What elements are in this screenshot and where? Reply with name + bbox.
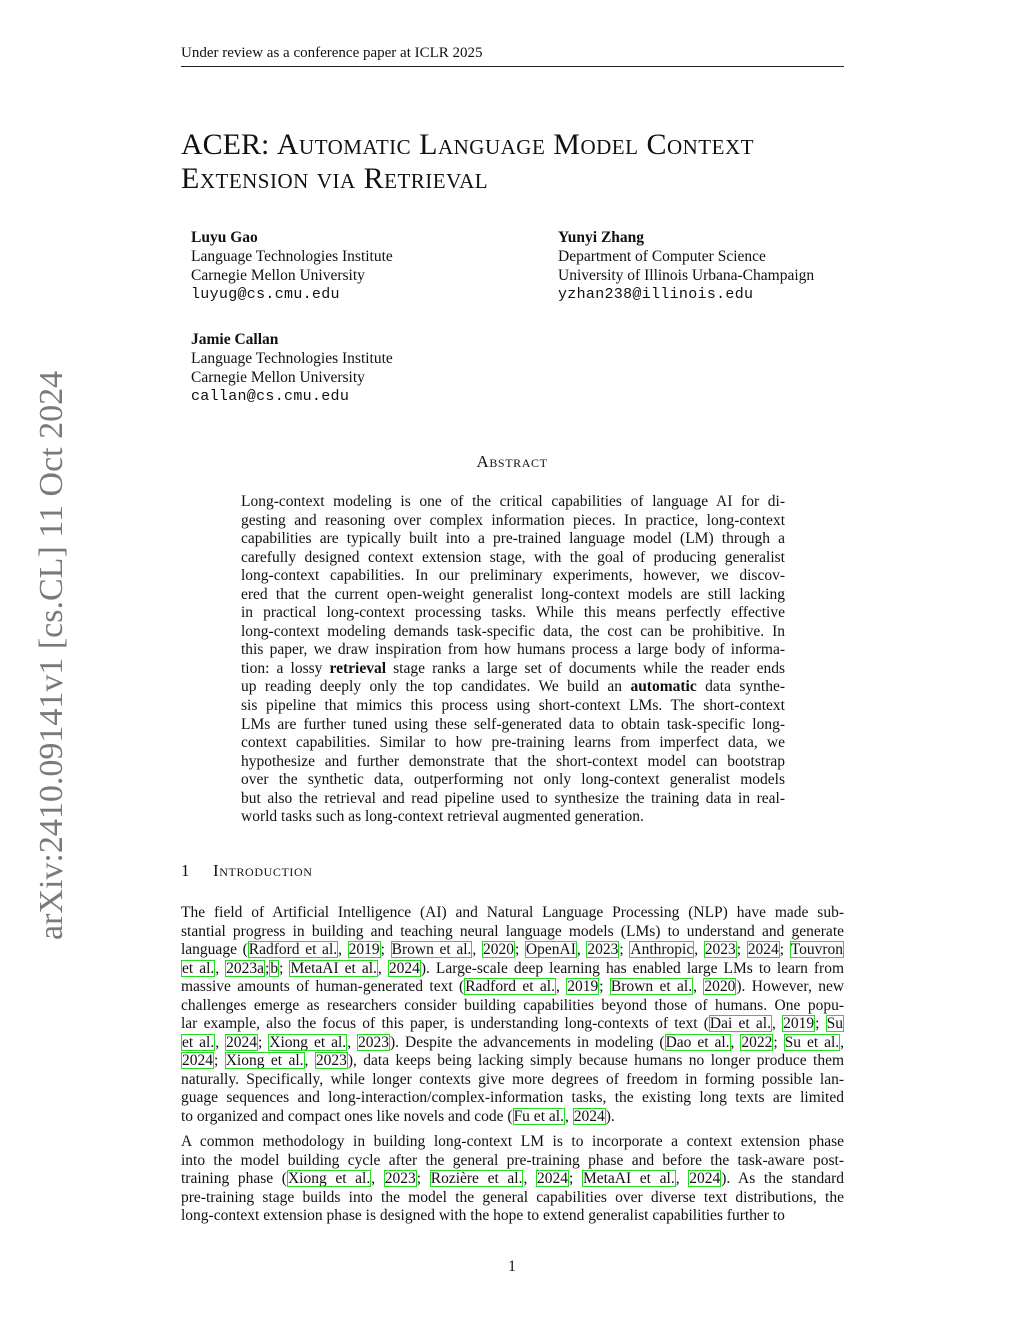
- text-line: [241, 660, 785, 679]
- text-run: ;: [569, 1170, 582, 1187]
- text-line: [181, 941, 844, 960]
- text-run: The field of Artificial Intelligence (AI) and Natural Language Processing (NLP) have made sub-: [181, 904, 844, 921]
- text-line: [181, 978, 844, 997]
- text-run: data synthe-: [696, 678, 785, 696]
- author-affiliation: Language Technologies Institute: [191, 350, 393, 367]
- text-run: world tasks such as long-context retrieval augmented generation.: [241, 808, 644, 826]
- title-segment: ACER:: [181, 128, 277, 161]
- text-run: language (: [181, 941, 248, 958]
- text-run: in practical long-context processing tasks. While this means perfectly effective: [241, 604, 785, 622]
- text-run: ). As the standard: [721, 1170, 845, 1187]
- citation-link[interactable]: 2024: [747, 941, 779, 958]
- author-institution: Carnegie Mellon University: [191, 369, 365, 386]
- text-run: ;: [265, 959, 270, 977]
- text-run: ;: [380, 941, 391, 958]
- citation-link[interactable]: 2024: [689, 1170, 721, 1187]
- author-affiliation: Department of Computer Science: [558, 248, 766, 265]
- text-run: but also the retrieval and read pipeline used to synthesize the training data in real-: [241, 789, 785, 807]
- author-block: [191, 228, 393, 304]
- text-line: [241, 604, 785, 623]
- author-affiliation: Language Technologies Institute: [191, 248, 393, 265]
- text-run: ;: [599, 978, 610, 995]
- citation-link[interactable]: Rozière et al.: [430, 1170, 523, 1187]
- author-name: Luyu Gao: [191, 229, 258, 246]
- text-line: [241, 512, 785, 531]
- text-run: A common methodology in building long-context LM is to incorporate a context extension phase: [181, 1133, 844, 1150]
- citation-link[interactable]: Dao et al.: [665, 1033, 730, 1051]
- text-run: tion: a lossy: [241, 659, 330, 677]
- text-run: ;: [619, 941, 630, 958]
- text-run: ,: [347, 1033, 358, 1051]
- text-run: ,: [304, 1052, 315, 1069]
- intro-paragraph: [181, 1133, 844, 1226]
- author-email[interactable]: callan@cs.cmu.edu: [191, 388, 350, 405]
- text-run: ), data keeps being lacking simply because humans no longer produce them: [347, 1052, 845, 1069]
- citation-link[interactable]: 2024: [388, 959, 420, 977]
- text-run: challenges emerge as researchers consider building capabilities beyond those of humans. One popu-: [181, 996, 844, 1014]
- citation-link[interactable]: Brown et al.: [610, 978, 693, 995]
- text-line: [241, 549, 785, 568]
- text-run: ;: [514, 941, 525, 958]
- author-institution: Carnegie Mellon University: [191, 267, 365, 284]
- citation-link[interactable]: 2024: [226, 1033, 258, 1051]
- text-run: stantial progress in building and teaching neural language models (LMs) to understand and generate: [181, 922, 844, 940]
- citation-link[interactable]: Fu et al.: [513, 1107, 564, 1125]
- text-run: ,: [523, 1170, 536, 1187]
- citation-link[interactable]: 2023: [358, 1033, 390, 1051]
- text-run: ;: [416, 1170, 430, 1187]
- text-run: ;: [214, 1052, 225, 1069]
- citation-link[interactable]: 2023: [384, 1170, 416, 1187]
- page-number: 1: [508, 1258, 516, 1275]
- text-line: [241, 641, 785, 660]
- text-run: lar example, also the focus of this paper, is understanding long-contexts of text (: [181, 1015, 709, 1032]
- text-run: ,: [215, 1033, 226, 1051]
- text-run: ,: [840, 1033, 845, 1051]
- text-run: context capabilities. Similar to how pre-training learns from imperfect data, we: [241, 734, 785, 752]
- citation-link[interactable]: 2024: [537, 1170, 568, 1187]
- abstract-heading: Abstract: [476, 452, 548, 471]
- text-run: sis pipeline that mimics this process using short-context LMs. The short-context: [241, 697, 785, 715]
- section-number: 1: [181, 861, 191, 880]
- citation-link[interactable]: Radford et al.: [465, 978, 555, 995]
- text-run: ,: [730, 1033, 741, 1051]
- text-run: ,: [771, 1015, 783, 1032]
- text-line: [241, 771, 785, 790]
- text-run: long-context extension phase is designed with the hope to extend generalist capabilities further to: [181, 1207, 785, 1224]
- author-block: [191, 330, 393, 406]
- citation-link[interactable]: 2020: [704, 978, 736, 995]
- text-run: pre-training stage builds into the model the general capabilities over diverse text distributions, the: [181, 1188, 844, 1206]
- text-run: ;: [815, 1015, 826, 1032]
- author-email[interactable]: luyug@cs.cmu.edu: [191, 286, 340, 303]
- text-run: ,: [377, 959, 388, 977]
- citation-link[interactable]: 2023: [704, 941, 736, 958]
- text-run: hypothesize and further demonstrate that the short-context model can bootstrap: [241, 752, 785, 770]
- citation-link[interactable]: MetaAI et al.: [582, 1170, 675, 1187]
- paper-title: [181, 128, 851, 196]
- text-line: [241, 716, 785, 735]
- text-run: ,: [555, 978, 567, 995]
- citation-link[interactable]: Dai et al.: [709, 1015, 771, 1032]
- citation-link[interactable]: 2023a: [226, 959, 265, 977]
- text-run: long-context modeling demands task-specific data, the cost can be prohibitive. In: [241, 622, 785, 640]
- text-run: ;: [736, 941, 747, 958]
- text-line: [241, 530, 785, 549]
- citation-link[interactable]: 2024: [182, 1052, 213, 1069]
- text-line: [241, 790, 785, 809]
- text-line: [181, 1133, 844, 1152]
- text-line: [241, 753, 785, 772]
- text-line: [181, 1207, 844, 1226]
- text-line: [181, 1015, 844, 1034]
- text-line: [181, 904, 844, 923]
- citation-link[interactable]: 2019: [567, 978, 599, 995]
- text-run: ).: [605, 1107, 615, 1125]
- author-block: [558, 228, 814, 304]
- text-run: ,: [338, 941, 348, 958]
- arxiv-stamp: arXiv:2410.09141v1 [cs.CL] 11 Oct 2024: [33, 370, 70, 940]
- text-run: ,: [576, 941, 587, 958]
- citation-link[interactable]: 2019: [348, 941, 380, 958]
- text-run: ;: [779, 941, 790, 958]
- text-run: ,: [472, 941, 482, 958]
- citation-link[interactable]: et al.: [182, 959, 215, 977]
- text-line: [181, 960, 844, 979]
- intro-paragraph: [181, 904, 844, 1126]
- text-line: [181, 1071, 844, 1090]
- citation-link[interactable]: Touvron: [790, 941, 844, 958]
- author-name: Jamie Callan: [191, 331, 279, 348]
- text-run: LMs are further tuned using these self-generated data to obtain task-specific long-: [241, 715, 785, 733]
- text-line: [181, 997, 844, 1016]
- citation-link[interactable]: b: [270, 959, 279, 977]
- text-line: [181, 1152, 844, 1171]
- text-run: ,: [215, 959, 226, 977]
- text-line: [241, 623, 785, 642]
- citation-link[interactable]: MetaAI et al.: [290, 959, 377, 977]
- text-run: ). Despite the advancements in modeling (: [390, 1033, 665, 1051]
- text-line: [181, 1089, 844, 1108]
- text-run: ;: [773, 1033, 784, 1051]
- citation-link[interactable]: et al.: [182, 1033, 215, 1051]
- text-run: ,: [564, 1107, 573, 1125]
- citation-link[interactable]: Su et al.: [784, 1033, 840, 1051]
- citation-link[interactable]: Radford et al.: [248, 941, 338, 958]
- text-run: to organized and compact ones like novels and code (: [181, 1107, 513, 1125]
- text-line: [181, 1034, 844, 1053]
- citation-link[interactable]: 2020: [482, 941, 514, 958]
- citation-link[interactable]: OpenAI: [525, 941, 576, 958]
- text-run: capabilities are typically built into a pre-trained language model (LM) through a: [241, 530, 785, 548]
- text-run: this paper, we draw inspiration from how humans process a large body of informa-: [241, 641, 785, 659]
- text-run: into the model building cycle after the general pre-training phase and before the task-aware post-: [181, 1151, 844, 1169]
- text-run: naturally. Specifically, while longer contexts give more degrees of freedom in forming possible lan-: [181, 1070, 844, 1088]
- text-line: [241, 567, 785, 586]
- text-line: [181, 1052, 844, 1071]
- text-run: ). However, new: [736, 978, 845, 995]
- text-run: Long-context modeling is one of the critical capabilities of language AI for di-: [241, 493, 785, 510]
- text-run: ,: [675, 1170, 689, 1187]
- text-line: [241, 697, 785, 716]
- text-line: [181, 1170, 844, 1189]
- title-line: [181, 162, 851, 196]
- bold-term: retrieval: [329, 659, 387, 677]
- text-line: [241, 808, 785, 827]
- text-run: ,: [693, 978, 704, 995]
- citation-link[interactable]: 2022: [741, 1033, 773, 1051]
- text-run: training phase (: [181, 1170, 287, 1187]
- text-run: long-context capabilities. In our preliminary experiments, however, we discov-: [241, 567, 785, 585]
- text-line: [181, 1108, 844, 1127]
- citation-link[interactable]: Anthropic: [630, 941, 694, 958]
- text-run: guage sequences and long-interaction/complex-information tasks, the existing long texts are limited: [181, 1089, 844, 1106]
- citation-link[interactable]: 2023: [587, 941, 619, 958]
- section-title: Introduction: [213, 861, 313, 880]
- text-line: [241, 678, 785, 697]
- title-segment: Extension via Retrieval: [181, 162, 489, 195]
- text-line: [241, 586, 785, 605]
- citation-link[interactable]: Brown et al.: [391, 941, 472, 958]
- author-institution: University of Illinois Urbana-Champaign: [558, 267, 815, 284]
- running-header: Under review as a conference paper at ICLR 2025: [181, 44, 844, 67]
- text-run: ered that the current open-weight generalist long-context models are still lacking: [241, 585, 785, 603]
- text-line: [241, 493, 785, 512]
- citation-link[interactable]: 2023: [315, 1052, 347, 1069]
- citation-link[interactable]: 2024: [573, 1107, 605, 1125]
- text-line: [241, 734, 785, 753]
- text-run: over the synthetic data, outperforming not only long-context generalist models: [241, 771, 785, 789]
- citation-link[interactable]: 2019: [783, 1015, 815, 1032]
- citation-link[interactable]: Xiong et al.: [269, 1033, 347, 1051]
- author-name: Yunyi Zhang: [558, 229, 645, 246]
- text-line: [181, 923, 844, 942]
- title-segment: Automatic Language Model Context: [276, 128, 754, 161]
- citation-link[interactable]: Xiong et al.: [287, 1170, 371, 1187]
- text-run: massive amounts of human-generated text (: [181, 978, 465, 995]
- abstract-body: [241, 493, 785, 827]
- bold-term: automatic: [630, 678, 697, 696]
- text-run: up reading deeply only the top candidates. We build an: [241, 678, 631, 696]
- text-run: ). Large-scale deep learning has enabled large LMs to learn from: [420, 959, 845, 977]
- text-run: gesting and reasoning over complex information pieces. In practice, long-context: [241, 511, 785, 529]
- title-line: [181, 128, 851, 162]
- section-heading: [181, 861, 313, 881]
- text-line: [181, 1189, 844, 1208]
- text-run: ;: [279, 959, 290, 977]
- text-run: carefully designed context extension stage, with the goal of producing generalist: [241, 548, 785, 566]
- text-run: ,: [371, 1170, 384, 1187]
- citation-link[interactable]: Xiong et al.: [225, 1052, 304, 1069]
- citation-link[interactable]: Su: [826, 1015, 843, 1032]
- author-email[interactable]: yzhan238@illinois.edu: [558, 286, 754, 303]
- text-run: ,: [694, 941, 704, 958]
- text-run: stage ranks a large set of documents while the reader ends: [386, 659, 785, 677]
- text-run: ;: [258, 1033, 269, 1051]
